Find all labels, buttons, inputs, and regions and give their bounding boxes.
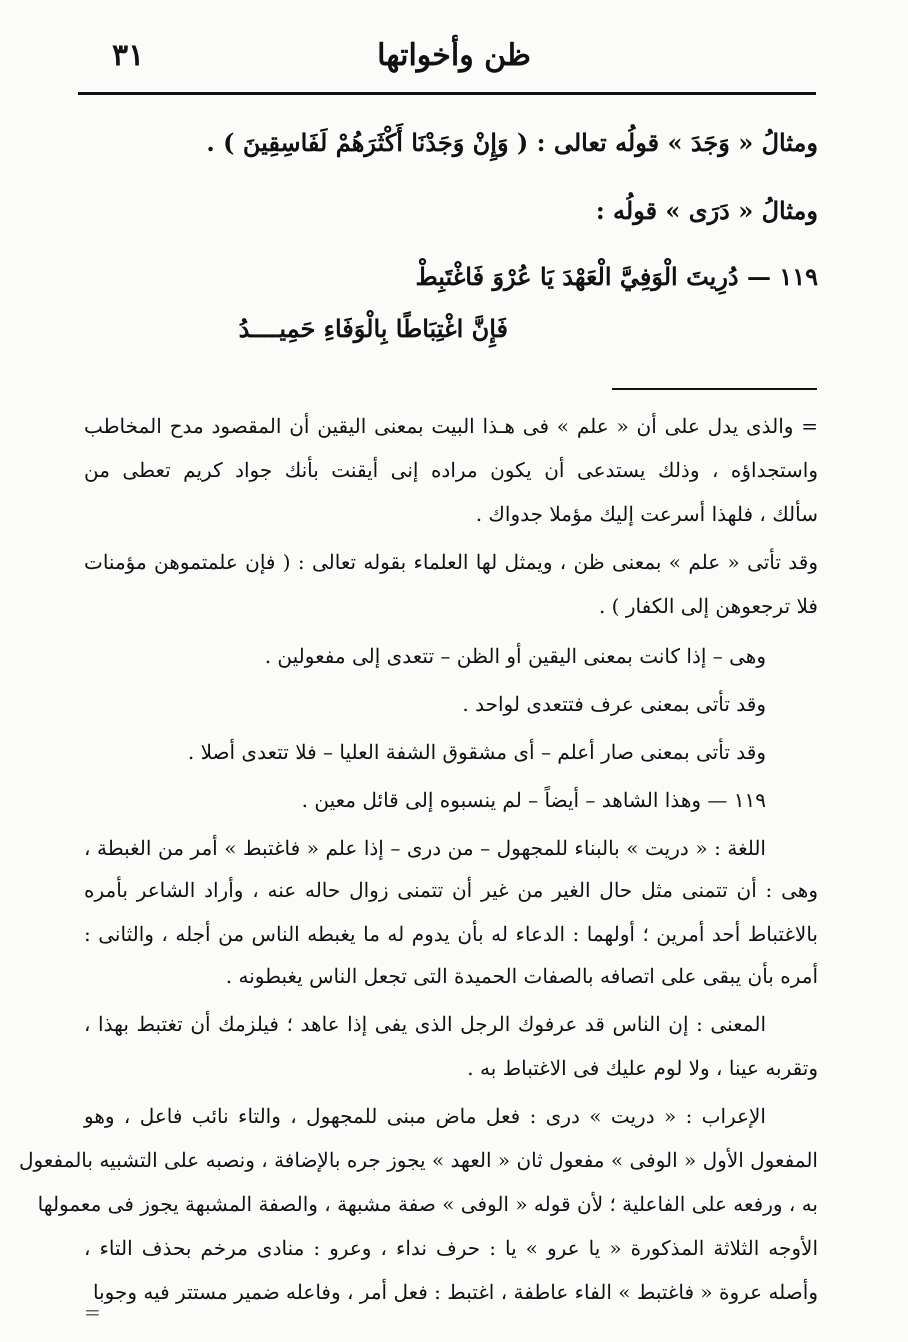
footnote-line: ١١٩ — وهذا الشاهد – أيضاً – لم ينسبوه إلى قائل معين .: [301, 788, 766, 812]
footnote-line: وتقربه عينا ، ولا لوم عليك فى الاغتباط به .: [467, 1056, 818, 1080]
footnote-line: المعنى : إن الناس قد عرفوك الرجل الذى يفى إذا عاهد ؛ فيلزمك أن تغتبط بهذا ،: [84, 1012, 766, 1036]
footnote-line: الأوجه الثلاثة المذكورة « يا عرو » يا : حرف نداء ، وعرو : منادى مرخم بحذف التاء ،: [84, 1236, 818, 1260]
footnote-separator: [612, 388, 817, 390]
continuation-mark: =: [84, 1300, 101, 1324]
footnote-line: وهى : أن تتمنى مثل حال الغير من غير أن تتمنى زوال حاله عنه ، وأراد الشاعر بأمره: [84, 878, 818, 902]
footnote-line: وهى – إذا كانت بمعنى اليقين أو الظن – تتعدى إلى مفعولين .: [264, 644, 766, 668]
footnote-line: = والذى يدل على أن « علم » فى هـذا البيت بمعنى اليقين أن المقصود مدح المخاطب: [84, 414, 818, 438]
footnote-line: الإعراب : « دريت » درى : فعل ماض مبنى للمجهول ، والتاء نائب فاعل ، وهو: [84, 1104, 766, 1128]
footnote-line: المفعول الأول « الوفى » مفعول ثان « العهد » يجوز جره بالإضافة ، ونصبه على التشبيه بالمفعول: [19, 1148, 818, 1172]
verse-second-hemistich: فَإِنَّ اغْتِبَاطًا بِالْوَفَاءِ حَمِيــــدُ: [238, 314, 508, 343]
verse-first-hemistich: ١١٩ — دُرِيتَ الْوَفِيَّ الْعَهْدَ يَا عُرْوَ فَاغْتَبِطْ: [415, 262, 818, 291]
page-number: ٣١: [112, 38, 145, 73]
footnote-line: سألك ، فلهذا أسرعت إليك مؤملا جدواك .: [475, 502, 818, 526]
footnote-line: وقد تأتى بمعنى عرف فتتعدى لواحد .: [462, 692, 766, 716]
footnote-line: وقد تأتى بمعنى صار أعلم – أى مشقوق الشفة العليا – فلا تتعدى أصلا .: [187, 740, 766, 764]
footnote-line: أمره بأن يبقى على اتصافه بالصفات الحميدة التى تجعل الناس يغبطونه .: [225, 964, 818, 988]
footnote-line: بالاغتباط أحد أمرين ؛ أولهما : الدعاء له بأن يدوم له ما يغبطه الناس من أجله ، والثانى :: [84, 922, 818, 946]
footnote-line: وقد تأتى « علم » بمعنى ظن ، ويمثل لها العلماء بقوله تعالى : ( فإن علمتموهن مؤمنات: [84, 550, 818, 574]
page-header-title: ظن وأخواتها: [377, 38, 531, 73]
footnote-line: فلا ترجعوهن إلى الكفار ) .: [598, 594, 818, 618]
footnote-line: اللغة : « دريت » بالبناء للمجهول – من درى – إذا علم « فاغتبط » أمر من الغبطة ،: [84, 836, 766, 860]
footnote-line: واستجداؤه ، وذلك يستدعى أن يكون مراده إنى أيقنت بأنك جواد كريم تعطى من: [84, 458, 818, 482]
footnote-line: به ، ورفعه على الفاعلية ؛ لأن قوله « الوفى » صفة مشبهة ، والصفة المشبهة يجوز فى معمولها: [37, 1192, 818, 1216]
footnote-line: وأصله عروة « فاغتبط » الفاء عاطفة ، اغتبط : فعل أمر ، وفاعله ضمير مستتر فيه وجوبا: [93, 1280, 818, 1304]
main-line: ومثالُ « وَجَدَ » قولُه تعالى : ( وَإِنْ وَجَدْنَا أَكْثَرَهُمْ لَفَاسِقِينَ ) .: [206, 128, 818, 157]
header-rule: [78, 92, 816, 95]
main-line: ومثالُ « دَرَى » قولُه :: [595, 196, 818, 225]
